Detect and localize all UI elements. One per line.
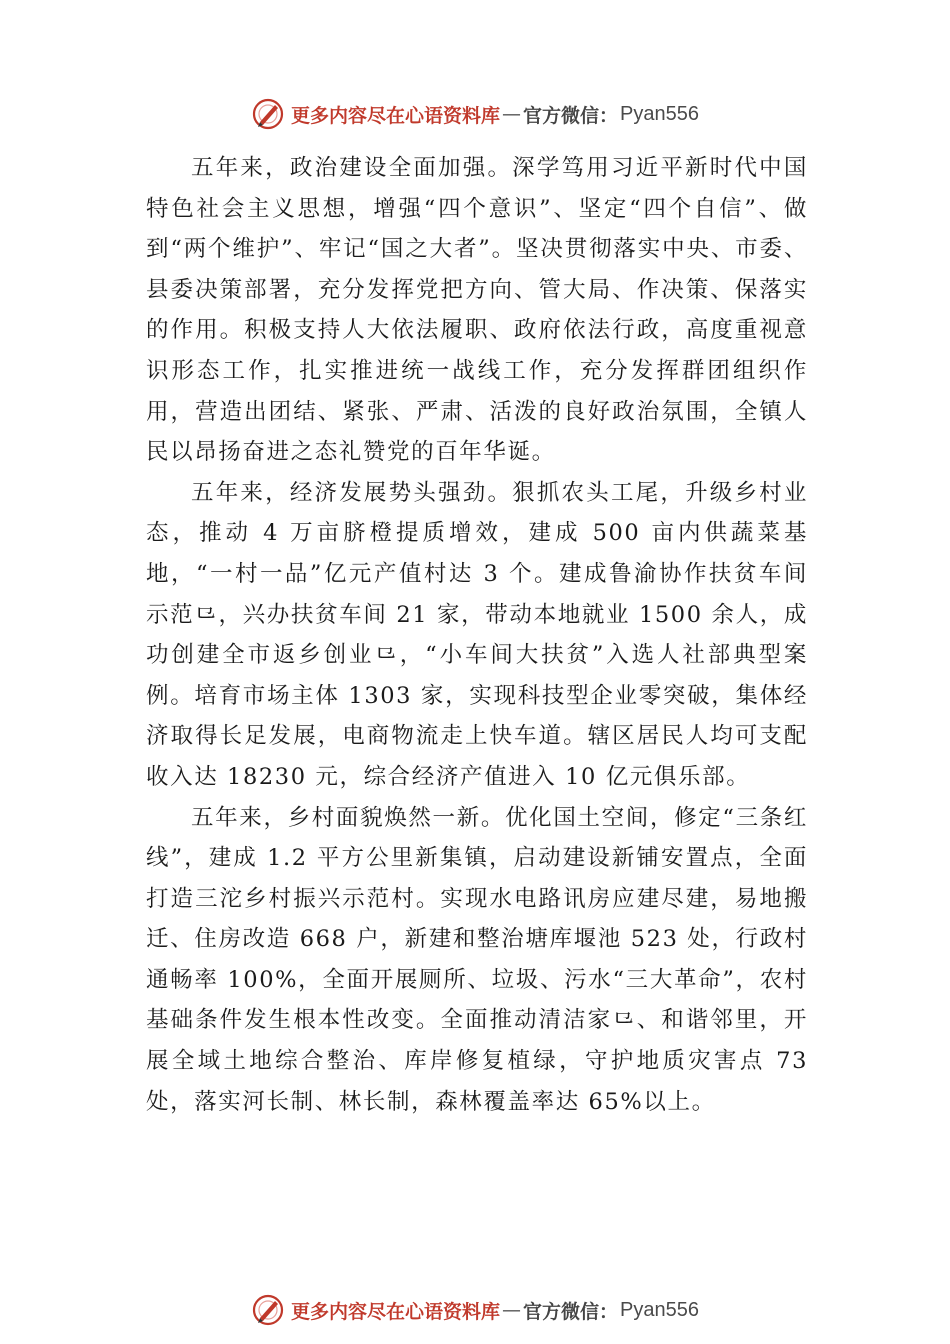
document-body (146, 148, 808, 1122)
watermark-dash: — (502, 103, 522, 125)
paragraph-political: 五年来，政治建设全面加强。深学笃用习近平新时代中国特色社会主义思想，增强“四个意识”、坚定“四个自信”、做到“两个维护”、牢记“国之大者”。坚决贯彻落实中央、市委、县委决策部署，充分发挥党把方向、管大局、作决策、保落实的作用。积极支持人大依法履职、政府依法行政，高度重视意识形态工作，扎实推进统一战线工作，充分发挥群团组织作用，营造出团结、紧张、严肃、活泼的良好政治氛围，全镇人民以昂扬奋进之态礼赞党的百年华诞。 (146, 155, 808, 466)
paragraph-rural: 五年来，乡村面貌焕然一新。优化国土空间，修定“三条红线”，建成 1.2 平方公里新集镇，启动建设新铺安置点，全面打造三沱乡村振兴示范村。实现水电路讯房应建尽建，易地搬迁、住房改造 668 户，新建和整治塘库堰池 523 处，行政村通畅率 100%，全面开展厕所、垃圾、污水“三大革命”，农村基础条件发生根本性改变。全面推动清洁家⺋、和谐邻里，开展全域土地综合整治、库岸修复植绿，守护地质灾害点 73 处，落实河长制、林长制，森林覆盖率达 65%以上。 (146, 804, 808, 1115)
watermark-wechat-id: Pyan556 (620, 102, 699, 125)
footer-watermark (0, 1290, 950, 1330)
pen-logo-icon (251, 97, 285, 131)
watermark-brand: 更多内容尽在心语资料库 (291, 1300, 501, 1323)
header-watermark (0, 94, 950, 134)
watermark-wechat-id: Pyan556 (620, 1298, 699, 1321)
watermark-official: 官方微信： (523, 104, 619, 127)
pen-logo-icon (251, 1293, 285, 1327)
watermark-official: 官方微信： (523, 1300, 619, 1323)
paragraph-economic: 五年来，经济发展势头强劲。狠抓农头工尾，升级乡村业态，推动 4 万亩脐橙提质增效，建成 500 亩内供蔬菜基地，“一村一品”亿元产值村达 3 个。建成鲁渝协作扶贫车间示范⺋，兴办扶贫车间 21 家，带动本地就业 1500 余人，成功创建全市返乡创业⺋，“小车间大扶贫”入选人社部典型案例。培育市场主体 1303 家，实现科技型企业零突破，集体经济取得长足发展，电商物流走上快车道。辖区居民人均可支配收入达 18230 元，综合经济产值进入 10 亿元俱乐部。 (146, 479, 808, 790)
watermark-brand: 更多内容尽在心语资料库 (291, 104, 501, 127)
watermark-dash: — (502, 1299, 522, 1321)
